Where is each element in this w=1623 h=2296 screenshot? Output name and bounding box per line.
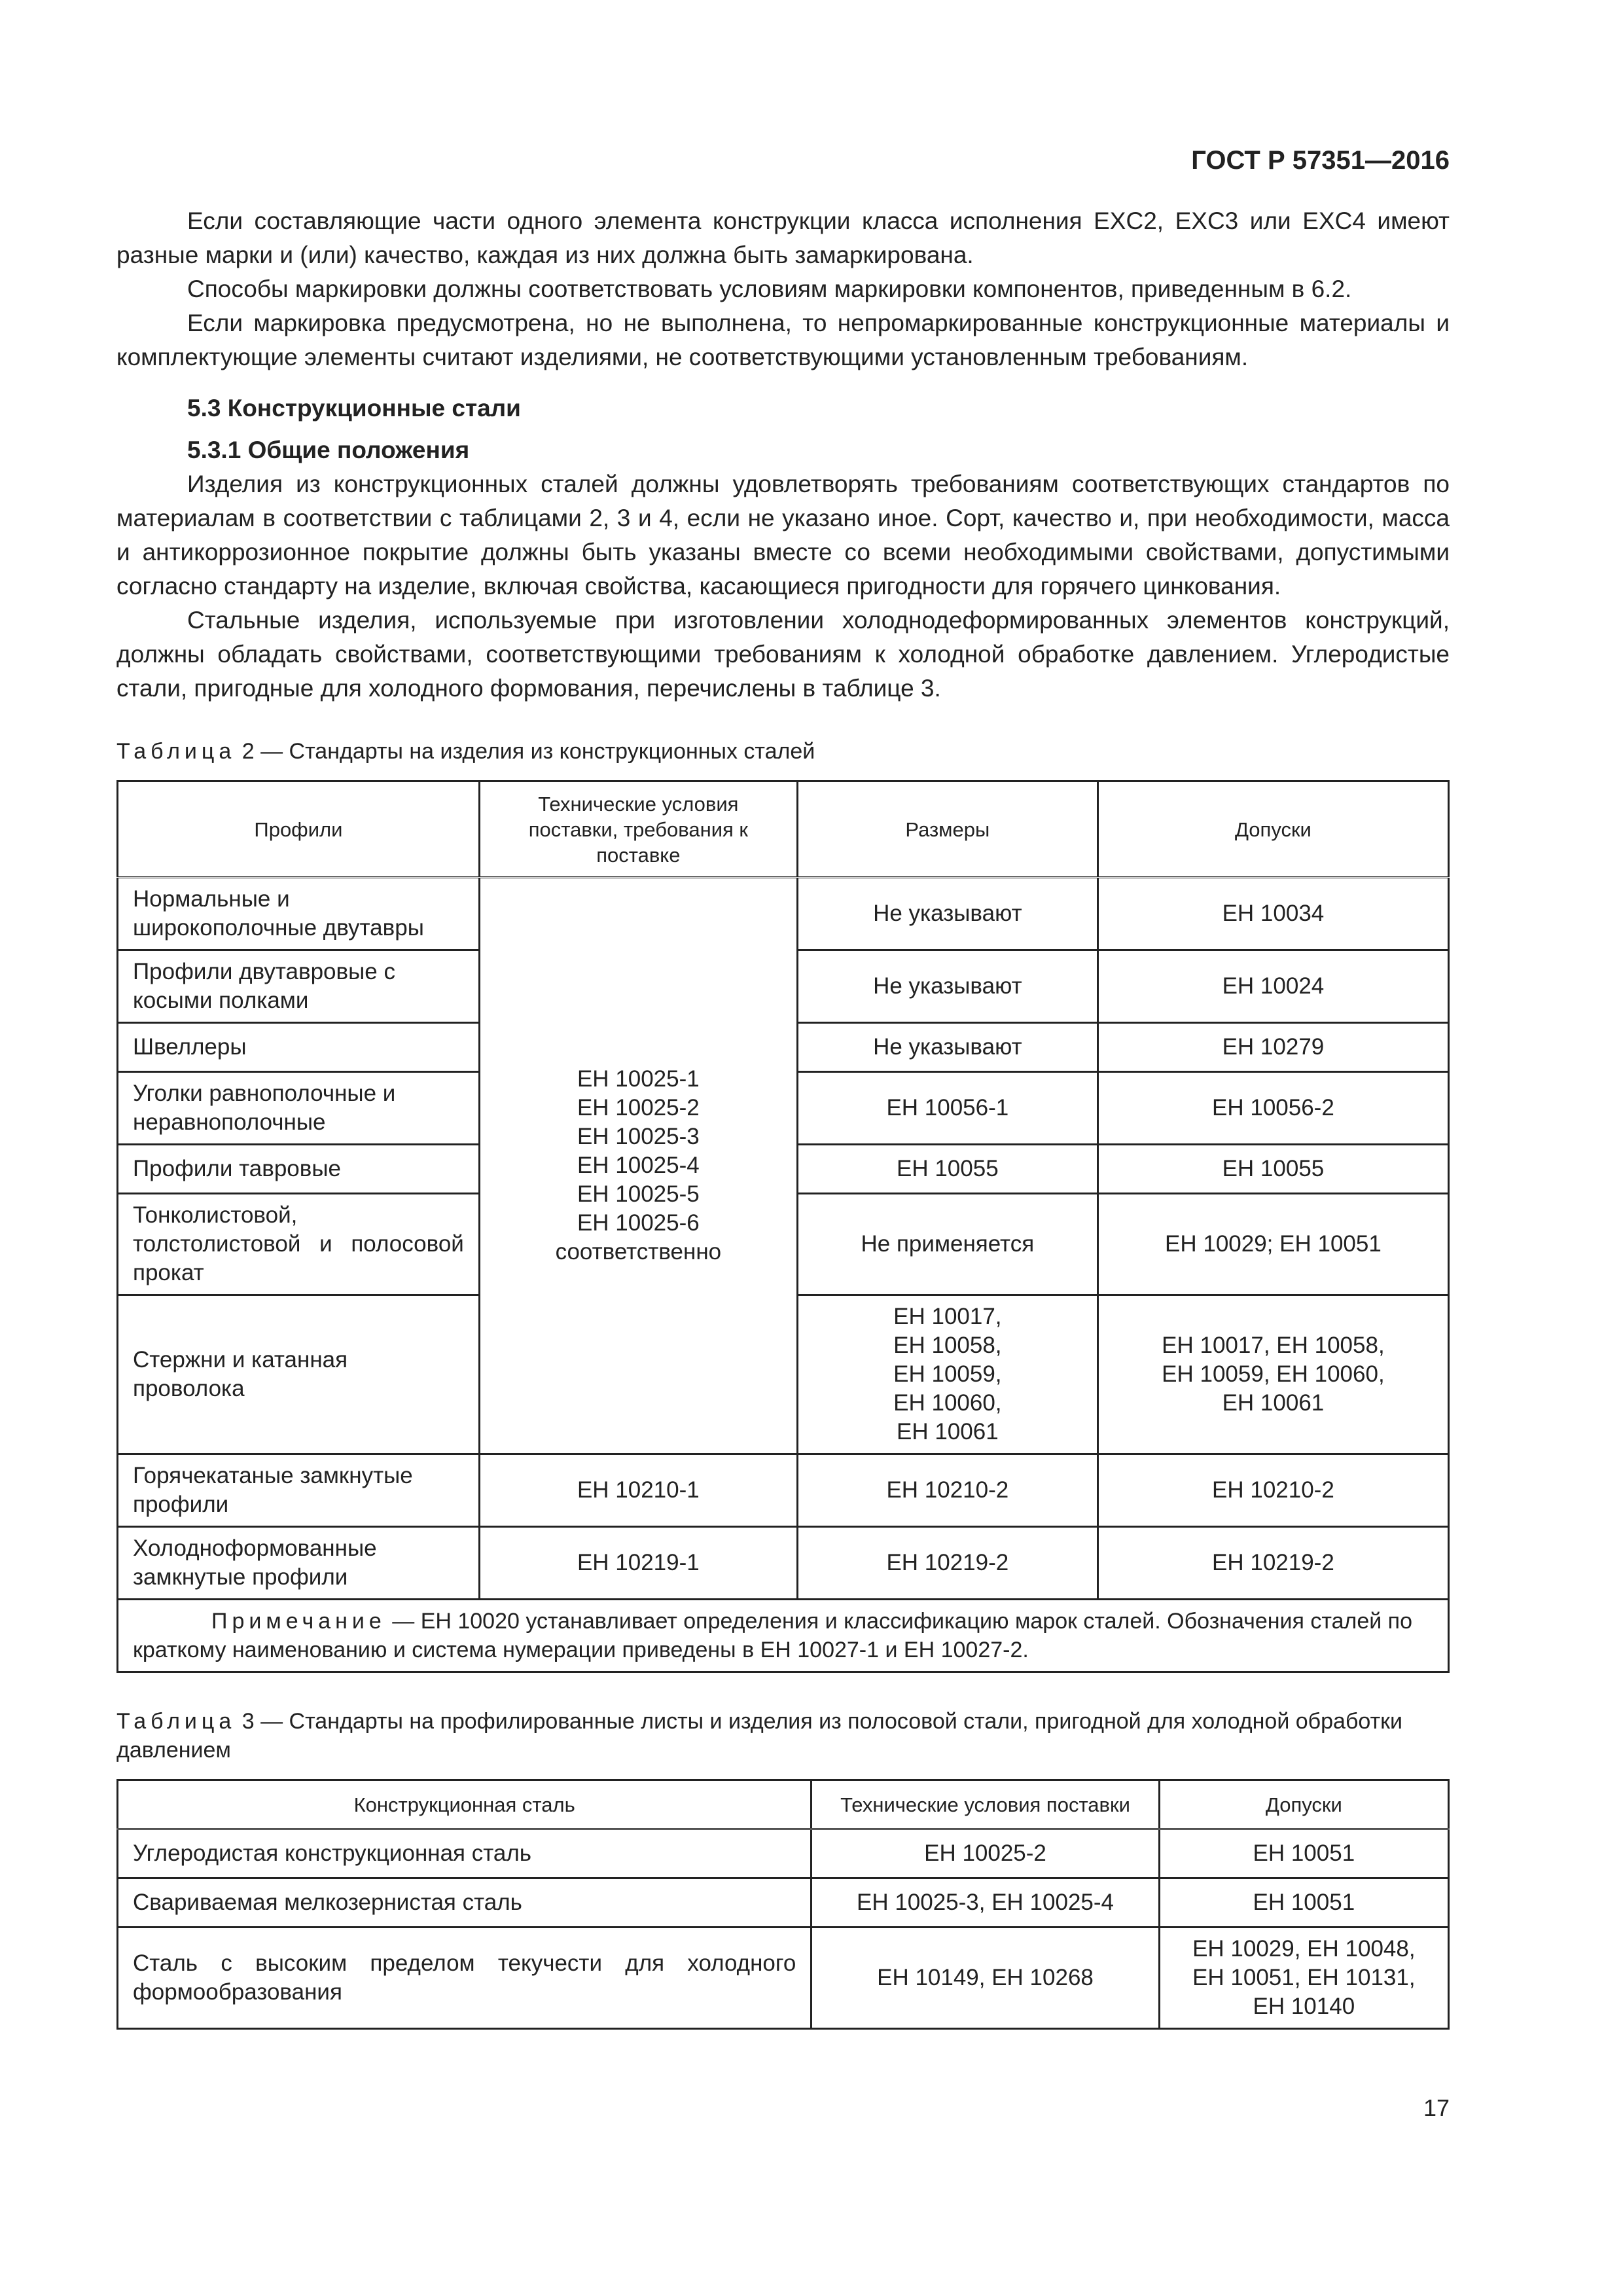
table2-header-cell: Допуски [1097, 781, 1448, 878]
table2-caption-prefix: Таблица [116, 739, 236, 764]
table-cell: Свариваемая мелкозернистая сталь [118, 1878, 812, 1928]
table-cell: Углеродистая конструкционная сталь [118, 1829, 812, 1878]
table-cell: Не указывают [797, 950, 1097, 1023]
note-text: — ЕН 10020 устанавливает определения и классификацию марок сталей. Обозначения сталей по краткому наименованию и система нумерации приведены в ЕН 10027-1 и ЕН 10027-2. [133, 1609, 1412, 1662]
table2 [116, 780, 1450, 1673]
table-cell: ЕН 10219-2 [1097, 1527, 1448, 1600]
table2-caption-text: 2 — Стандарты на изделия из конструкционных сталей [236, 739, 815, 764]
paragraph: Если составляющие части одного элемента конструкции класса исполнения EXC2, EXC3 или EXC4 имеют разные марки и (или) качество, каждая из них должна быть замаркирована. [116, 207, 1450, 268]
table-cell: Уголки равнополочные и неравнополочные [118, 1072, 480, 1145]
table-cell-merged: ЕН 10025-1 ЕН 10025-2 ЕН 10025-3 ЕН 10025-4 ЕН 10025-5 ЕН 10025-6 соответственно [479, 878, 797, 1454]
table-cell: Профили двутавровые с косыми полками [118, 950, 480, 1023]
table-cell: ЕН 10210-1 [479, 1454, 797, 1527]
table-cell: ЕН 10017, ЕН 10058, ЕН 10059, ЕН 10060, ЕН 10061 [1097, 1295, 1448, 1454]
table2-header-cell: Размеры [797, 781, 1097, 878]
table-cell: ЕН 10056-2 [1097, 1072, 1448, 1145]
table-cell: Тонколистовой, толстолистовой и полосовой прокат [118, 1194, 480, 1295]
table-row [118, 878, 1449, 950]
table-cell: ЕН 10149, ЕН 10268 [812, 1928, 1159, 2029]
table3-caption-prefix: Таблица [116, 1709, 236, 1734]
table3-caption-text: 3 — Стандарты на профилированные листы и изделия из полосовой стали, пригодной для холодной обработки давлением [116, 1709, 1403, 1763]
table-row [118, 1454, 1449, 1527]
table2-note [118, 1600, 1449, 1672]
page-number: 17 [1423, 2094, 1450, 2121]
table-cell: ЕН 10219-1 [479, 1527, 797, 1600]
table-cell: Нормальные и широкополочные двутавры [118, 878, 480, 950]
table-cell: Швеллеры [118, 1023, 480, 1072]
table-cell: Горячекатаные замкнутые профили [118, 1454, 480, 1527]
table-row [118, 1829, 1449, 1878]
paragraph: Если маркировка предусмотрена, но не выполнена, то непромаркированные конструкционные материалы и комплектующие элементы считают изделиями, не соответствующими установленным требованиям. [116, 310, 1450, 370]
table-row [118, 1928, 1449, 2029]
note-label: Примечание [211, 1609, 386, 1634]
table3-header-row [118, 1780, 1449, 1829]
table-cell: ЕН 10051 [1159, 1829, 1448, 1878]
table3-header-cell: Технические условия поставки [812, 1780, 1159, 1829]
table-cell: ЕН 10210-2 [797, 1454, 1097, 1527]
section-heading: 5.3 Конструкционные стали [187, 395, 521, 422]
subsection-heading: 5.3.1 Общие положения [187, 437, 470, 463]
table3-header-cell: Допуски [1159, 1780, 1448, 1829]
table-cell: ЕН 10034 [1097, 878, 1448, 950]
table-row [118, 1527, 1449, 1600]
table-cell: Не указывают [797, 1023, 1097, 1072]
table-cell: ЕН 10025-2 [812, 1829, 1159, 1878]
table-cell: Профили тавровые [118, 1145, 480, 1194]
table-cell: Стержни и катанная проволока [118, 1295, 480, 1454]
table-cell: ЕН 10055 [797, 1145, 1097, 1194]
table-cell: Не указывают [797, 878, 1097, 950]
table2-header-cell: Профили [118, 781, 480, 878]
table-cell: ЕН 10017, ЕН 10058, ЕН 10059, ЕН 10060, ЕН 10061 [797, 1295, 1097, 1454]
paragraph: Изделия из конструкционных сталей должны удовлетворять требованиям соответствующих стандартов по материалам в соответствии с таблицами 2, 3 и 4, если не указано иное. Сорт, качество и, при необходимости, масса и антикоррозионное покрытие должны быть указаны вместе со всеми необходимыми свойствами, допустимыми согласно стандарту на изделие, включая свойства, касающиеся пригодности для горячего цинкования. [116, 471, 1450, 600]
table-row [118, 1878, 1449, 1928]
table-cell: Холодноформованные замкнутые профили [118, 1527, 480, 1600]
table-cell: ЕН 10055 [1097, 1145, 1448, 1194]
table2-header-cell: Технические условия поставки, требования к поставке [479, 781, 797, 878]
paragraph: Стальные изделия, используемые при изготовлении холоднодеформированных элементов конструкций, должны обладать свойствами, соответствующими требованиям к холодной обработке давлением. Углеродистые стали, пригодные для холодного формования, перечислены в таблице 3. [116, 607, 1450, 702]
paragraph: Способы маркировки должны соответствовать условиям маркировки компонентов, приведенным в 6.2. [187, 276, 1352, 302]
table-cell: ЕН 10219-2 [797, 1527, 1097, 1600]
table-cell: ЕН 10029; ЕН 10051 [1097, 1194, 1448, 1295]
table-cell: ЕН 10024 [1097, 950, 1448, 1023]
table3-caption [116, 1707, 1450, 1765]
table-cell: ЕН 10025-3, ЕН 10025-4 [812, 1878, 1159, 1928]
table-cell: ЕН 10210-2 [1097, 1454, 1448, 1527]
table-cell: Сталь с высоким пределом текучести для холодного формообразования [118, 1928, 812, 2029]
table2-header-row [118, 781, 1449, 878]
table-cell: ЕН 10051 [1159, 1878, 1448, 1928]
document-header: ГОСТ Р 57351—2016 [1191, 146, 1450, 175]
table2-caption [116, 737, 1450, 766]
table3 [116, 1779, 1450, 2030]
table-cell: ЕН 10029, ЕН 10048, ЕН 10051, ЕН 10131, ЕН 10140 [1159, 1928, 1448, 2029]
table3-header-cell: Конструкционная сталь [118, 1780, 812, 1829]
table2-note-row [118, 1600, 1449, 1672]
table-cell: Не применяется [797, 1194, 1097, 1295]
table-cell: ЕН 10279 [1097, 1023, 1448, 1072]
table-cell: ЕН 10056-1 [797, 1072, 1097, 1145]
